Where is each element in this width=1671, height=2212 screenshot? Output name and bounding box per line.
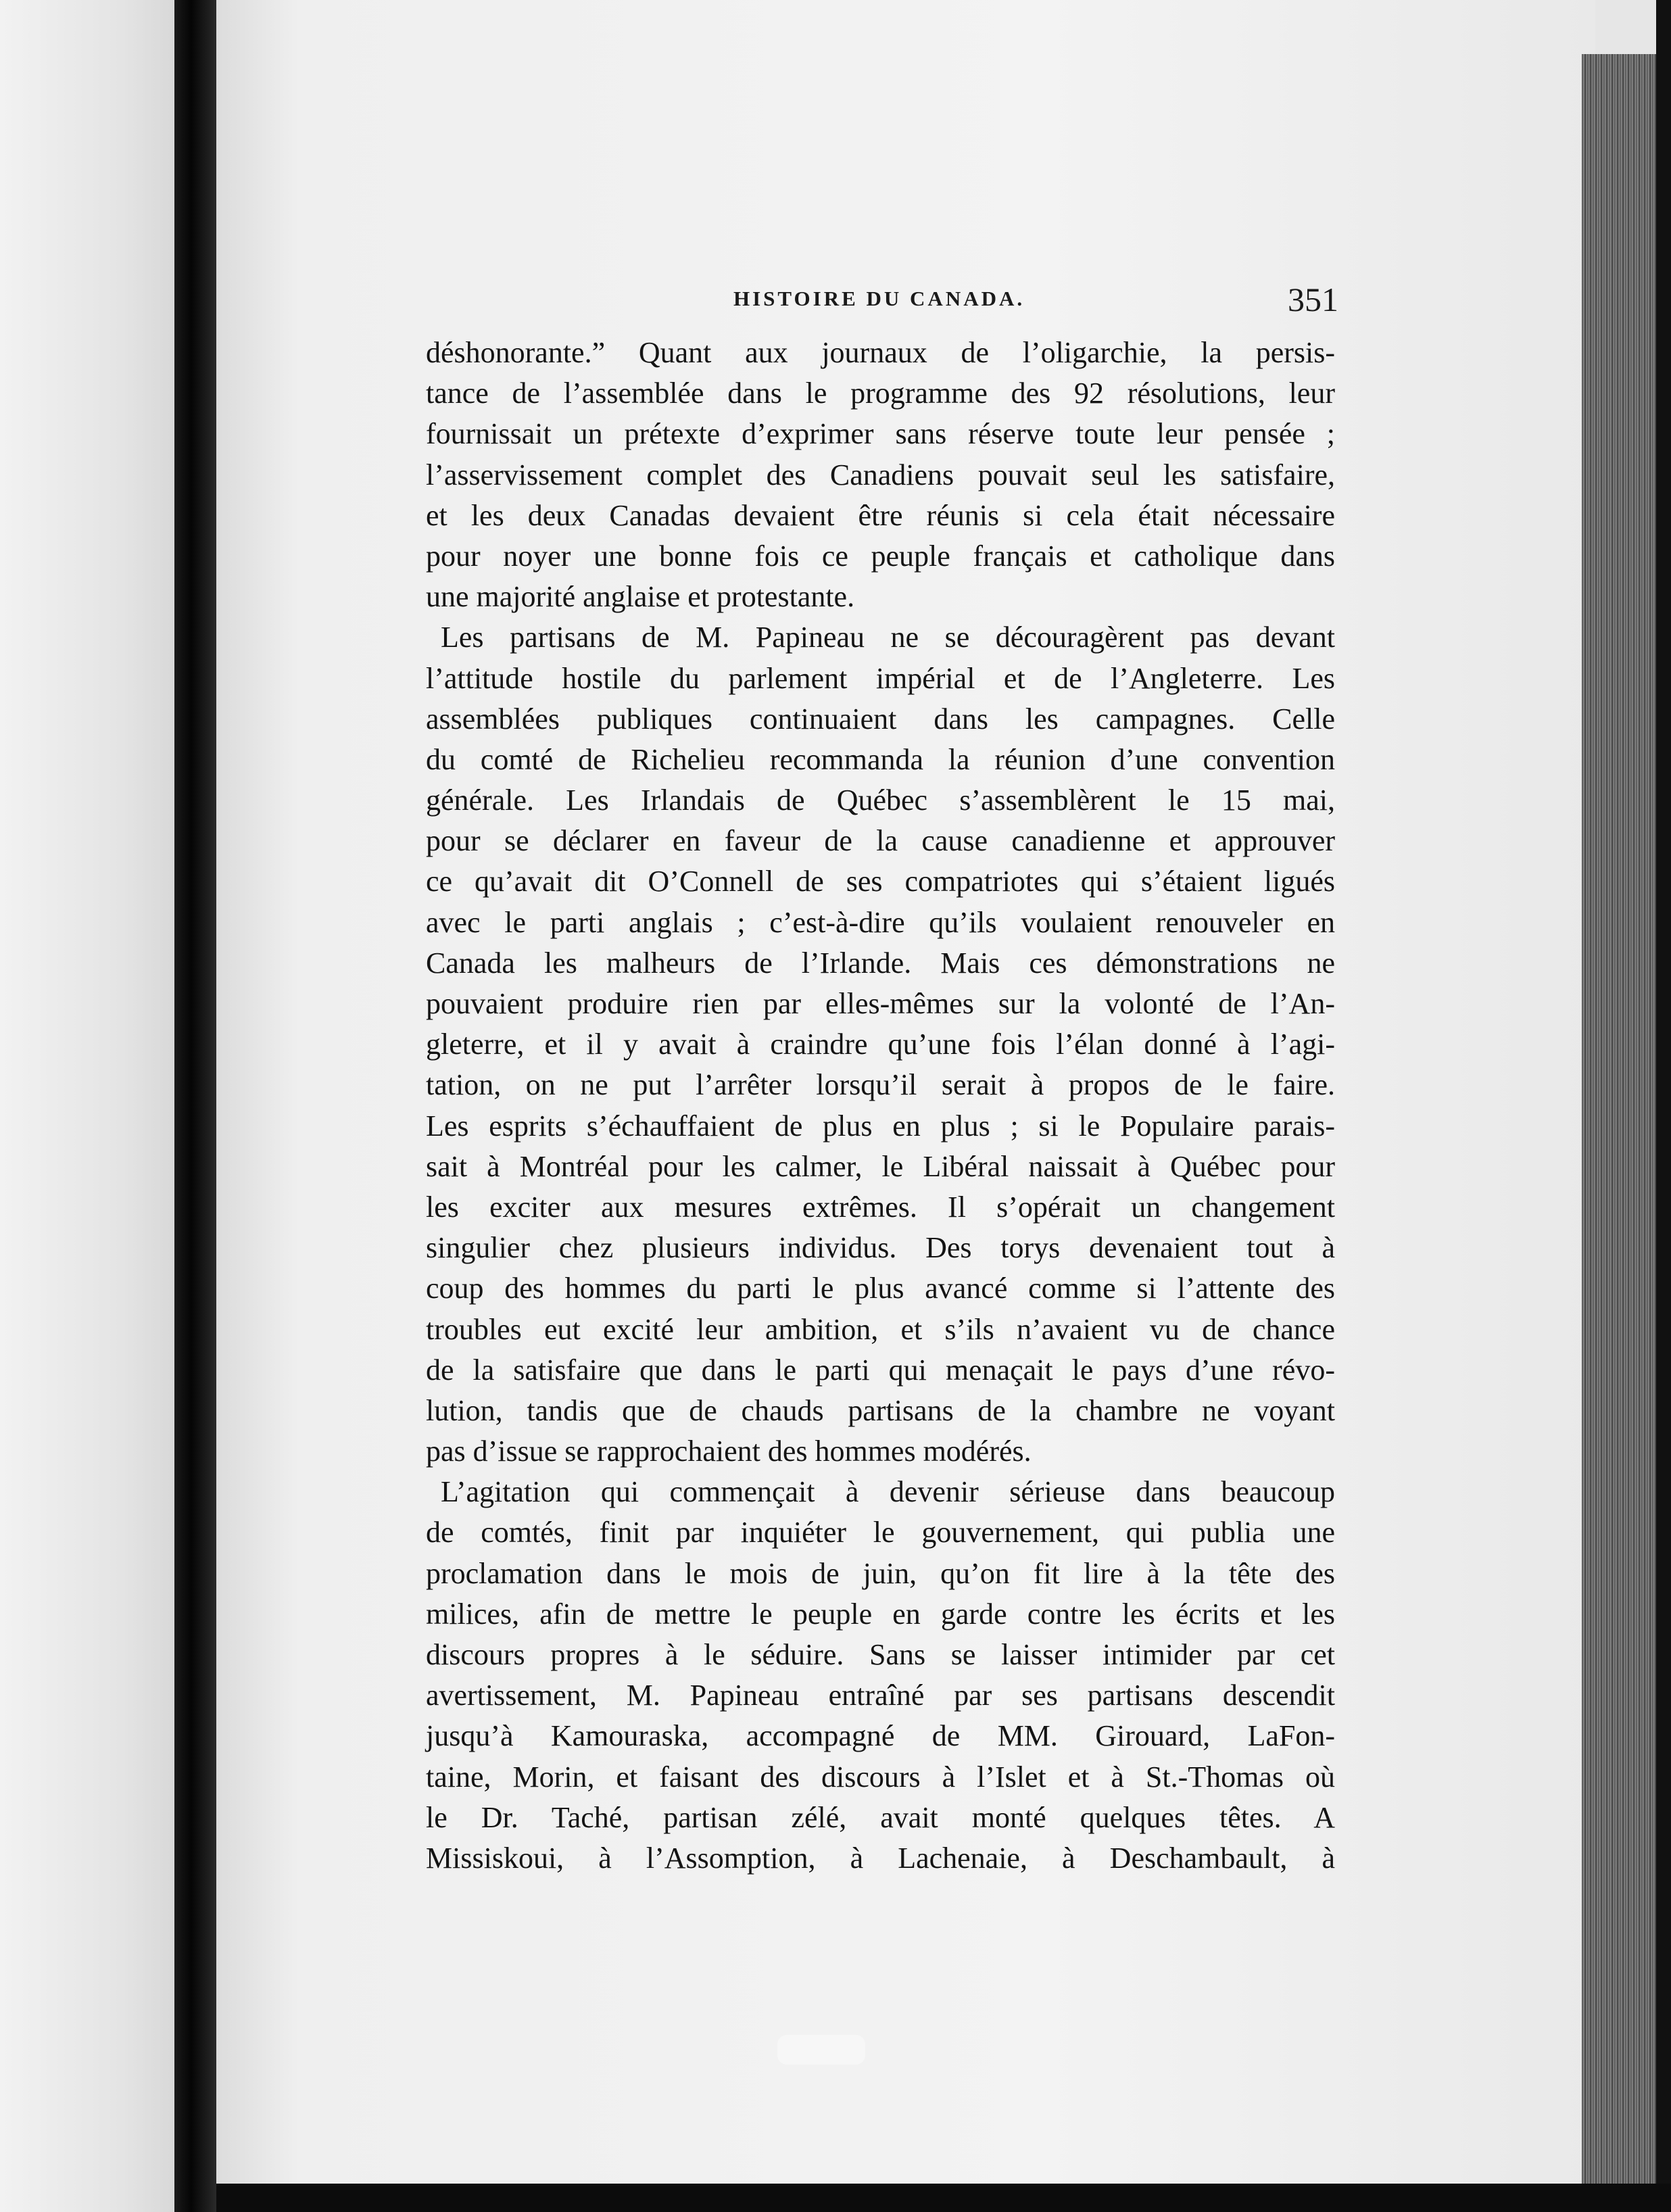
text-line: singulier chez plusieurs individus. Des torys devenaient tout à [426,1231,1335,1265]
body-text [426,333,1335,1879]
text-line: jusqu’à Kamouraska, accompagné de MM. Girouard, LaFon- [426,1719,1335,1753]
text-line: une majorité anglaise et protestante. [426,580,855,614]
text-line: milices, afin de mettre le peuple en garde contre les écrits et les [426,1597,1335,1631]
text-line: fournissait un prétexte d’exprimer sans réserve toute leur pensée ; [426,417,1335,451]
text-line: troubles eut excité leur ambition, et s’ils n’avaient vu de chance [426,1312,1335,1346]
text-line: pas d’issue se rapprochaient des hommes modérés. [426,1435,1032,1468]
text-line: assemblées publiques continuaient dans les campagnes. Celle [426,702,1335,736]
text-line: Canada les malheurs de l’Irlande. Mais ces démonstrations ne [426,946,1335,980]
text-line: coup des hommes du parti le plus avancé comme si l’attente des [426,1272,1335,1305]
text-line: pouvaient produire rien par elles-mêmes sur la volonté de l’An- [426,987,1335,1020]
text-line: tation, on ne put l’arrêter lorsqu’il serait à propos de le faire. [426,1068,1335,1102]
text-line: ce qu’avait dit O’Connell de ses compatriotes qui s’étaient ligués [426,865,1335,898]
text-line: avec le parti anglais ; c’est-à-dire qu’ils voulaient renouveler en [426,905,1335,939]
text-line: du comté de Richelieu recommanda la réunion d’une convention [426,742,1335,776]
text-line: l’asservissement complet des Canadiens pouvait seul les satisfaire, [426,458,1335,491]
text-line: discours propres à le séduire. Sans se laisser intimider par cet [426,1638,1335,1671]
text-line: sait à Montréal pour les calmer, le Libéral naissait à Québec pour [426,1149,1335,1183]
text-line: pour se déclarer en faveur de la cause canadienne et approuver [426,824,1335,858]
text-line: lution, tandis que de chauds partisans de la chambre ne voyant [426,1393,1335,1427]
book-spine-shadow [174,0,216,2212]
text-line: le Dr. Taché, partisan zélé, avait monté quelques têtes. A [426,1800,1335,1834]
text-line: tance de l’assemblée dans le programme des 92 résolutions, leur [426,377,1335,410]
text-line: de la satisfaire que dans le parti qui menaçait le pays d’une révo- [426,1353,1335,1387]
text-line: taine, Morin, et faisant des discours à l’Islet et à St.-Thomas où [426,1760,1335,1794]
page-edges [1582,54,1656,2184]
text-line: générale. Les Irlandais de Québec s’assemblèrent le 15 mai, [426,784,1335,817]
left-page-margin [0,0,174,2212]
paragraph-start-line: L’agitation qui commençait à devenir sérieuse dans beaucoup [441,1475,1335,1509]
text-line: gleterre, et il y avait à craindre qu’une fois l’élan donné à l’agi- [426,1028,1335,1061]
page-header [433,270,1338,324]
text-line: avertissement, M. Papineau entraîné par ses partisans descendit [426,1679,1335,1712]
scan-blemish [777,2035,865,2065]
page-number: 351 [1288,281,1338,318]
paragraph-start-line: Les partisans de M. Papineau ne se découragèrent pas devant [441,621,1335,654]
text-line: déshonorante.” Quant aux journaux de l’oligarchie, la persis- [426,336,1335,369]
text-line: l’attitude hostile du parlement impérial et de l’Angleterre. Les [426,661,1335,695]
running-head: HISTOIRE DU CANADA. [733,287,1025,310]
text-line: de comtés, finit par inquiéter le gouvernement, qui publia une [426,1516,1335,1549]
text-line: pour noyer une bonne fois ce peuple français et catholique dans [426,539,1335,573]
bottom-border [216,2184,1671,2212]
text-line: proclamation dans le mois de juin, qu’on fit lire à la tête des [426,1556,1335,1590]
text-line: Missiskoui, à l’Assomption, à Lachenaie, à Deschambault, à [426,1841,1335,1875]
right-border [1656,0,1671,2212]
text-line: Les esprits s’échauffaient de plus en plus ; si le Populaire parais- [426,1109,1335,1143]
text-line: et les deux Canadas devaient être réunis si cela était nécessaire [426,498,1335,532]
text-line: les exciter aux mesures extrêmes. Il s’opérait un changement [426,1190,1335,1224]
